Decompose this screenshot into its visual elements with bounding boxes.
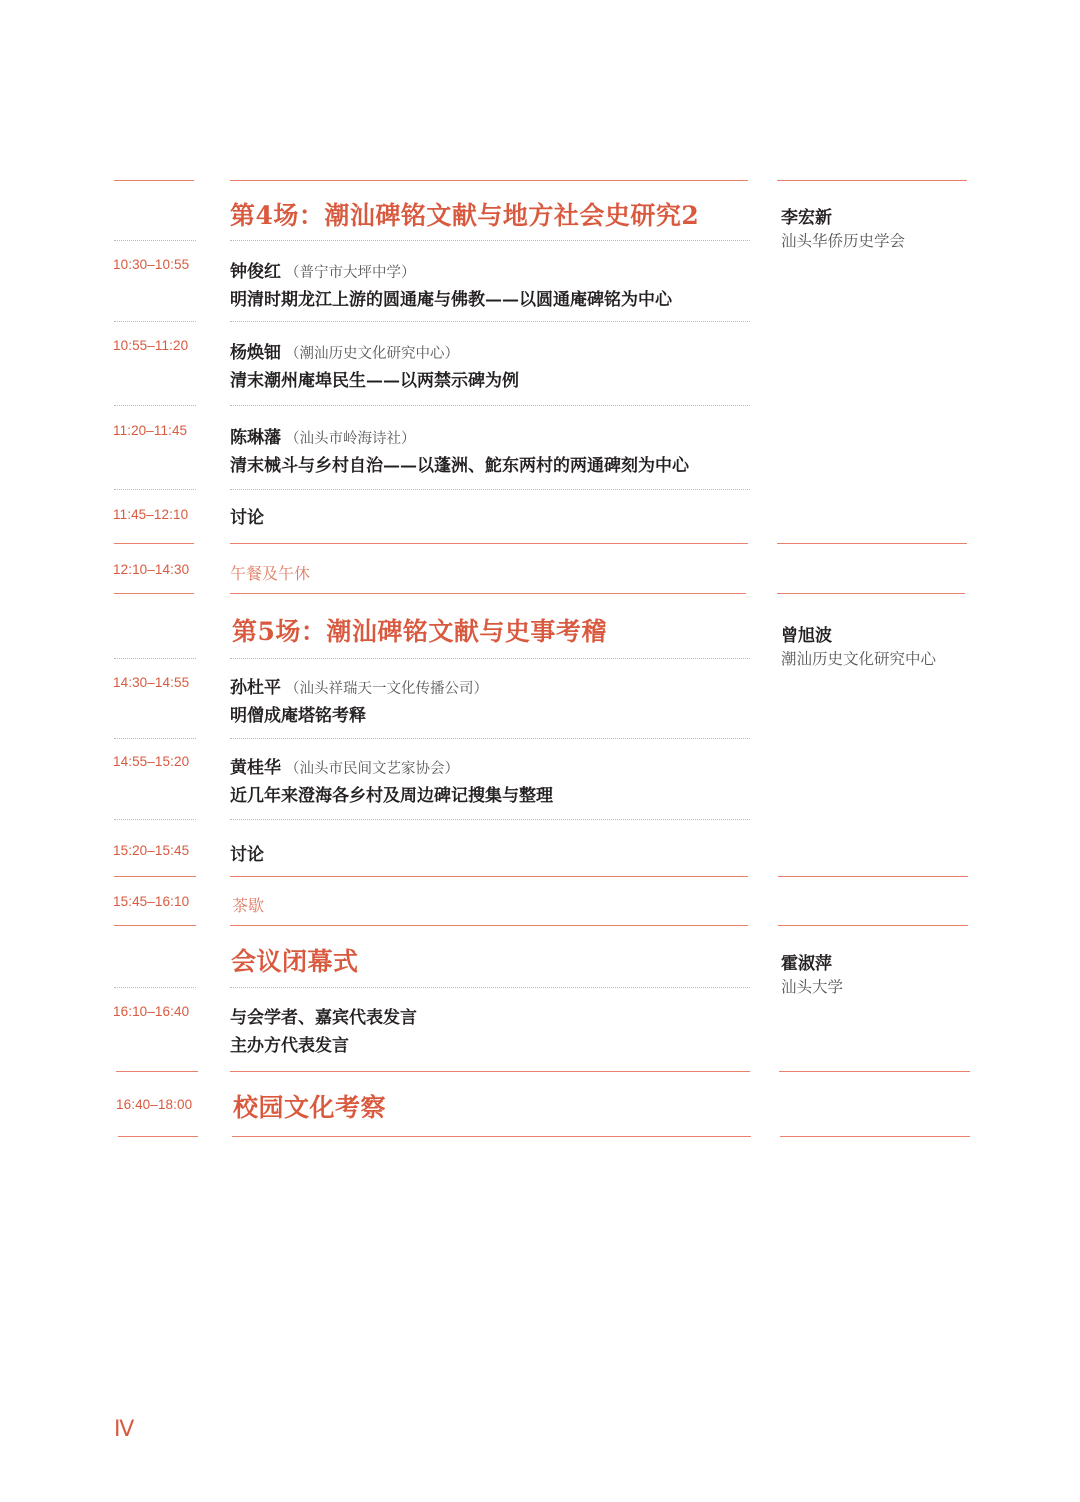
lunch-time: 12:10–14:30 xyxy=(113,562,190,577)
talk-title: 明清时期龙江上游的圆通庵与佛教——以圆通庵碑铭为中心 xyxy=(230,290,672,310)
time-column-rule xyxy=(114,925,196,926)
session-4-chair-name: 李宏新 xyxy=(781,208,832,228)
talk-speaker xyxy=(230,257,416,282)
discussion-label: 讨论 xyxy=(230,845,264,865)
dotted-divider xyxy=(114,321,196,322)
session-5-title: 第5场：潮汕碑铭文献与史事考稽 xyxy=(232,617,607,646)
page-number: Ⅳ xyxy=(114,1416,134,1441)
speaker-name: 黄桂华 xyxy=(230,758,281,778)
session-rule xyxy=(230,180,748,181)
closing-title: 会议闭幕式 xyxy=(231,947,359,976)
closing-item: 与会学者、嘉宾代表发言 xyxy=(230,1008,417,1028)
time-column-rule xyxy=(116,1071,198,1072)
session-rule xyxy=(230,543,748,544)
dotted-divider xyxy=(114,987,196,988)
time-column-rule xyxy=(114,180,194,181)
speaker-name: 陈琳藩 xyxy=(230,428,281,448)
session-rule xyxy=(230,593,746,594)
discussion-time: 15:20–15:45 xyxy=(113,843,190,858)
session-rule xyxy=(230,925,748,926)
closing-chair-org: 汕头大学 xyxy=(781,979,844,996)
tour-time: 16:40–18:00 xyxy=(116,1097,193,1112)
session-4-title: 第4场：潮汕碑铭文献与地方社会史研究2 xyxy=(230,201,700,230)
speaker-name: 孙杜平 xyxy=(230,678,281,698)
dotted-divider xyxy=(114,738,196,739)
discussion-label: 讨论 xyxy=(230,508,264,528)
dotted-divider xyxy=(230,240,750,241)
time-column-rule xyxy=(114,543,194,544)
chair-column-rule xyxy=(777,180,967,181)
chair-column-rule xyxy=(778,876,968,877)
talk-title: 清末械斗与乡村自治——以蓬洲、鮀东两村的两通碑刻为中心 xyxy=(230,456,689,476)
time-column-rule xyxy=(118,1136,198,1137)
chair-column-rule xyxy=(780,1136,970,1137)
tea-time: 15:45–16:10 xyxy=(113,894,190,909)
tea-label: 茶歇 xyxy=(232,898,265,915)
chair-column-rule xyxy=(777,543,967,544)
talk-time: 14:30–14:55 xyxy=(113,675,190,690)
talk-time: 10:55–11:20 xyxy=(113,338,189,353)
speaker-affiliation: （潮汕历史文化研究中心） xyxy=(285,346,459,362)
dotted-divider xyxy=(230,489,750,490)
talk-speaker xyxy=(230,338,459,363)
talk-time: 14:55–15:20 xyxy=(113,754,190,769)
talk-title: 近几年来澄海各乡村及周边碑记搜集与整理 xyxy=(230,786,553,806)
talk-time: 11:20–11:45 xyxy=(113,423,188,438)
speaker-name: 钟俊红 xyxy=(230,262,281,282)
dotted-divider xyxy=(230,987,750,988)
time-column-rule xyxy=(114,593,194,594)
session-4-chair-org: 汕头华侨历史学会 xyxy=(781,233,906,250)
dotted-divider xyxy=(230,738,750,739)
dotted-divider xyxy=(114,489,196,490)
closing-item: 主办方代表发言 xyxy=(230,1036,349,1056)
dotted-divider xyxy=(230,405,750,406)
dotted-divider xyxy=(114,658,196,659)
closing-chair-name: 霍淑萍 xyxy=(781,954,832,974)
speaker-affiliation: （普宁市大坪中学） xyxy=(285,265,416,281)
dotted-divider xyxy=(114,240,196,241)
talk-speaker xyxy=(230,423,416,448)
dotted-divider xyxy=(114,405,196,406)
dotted-divider xyxy=(114,819,196,820)
session-5-chair-org: 潮汕历史文化研究中心 xyxy=(781,651,937,668)
speaker-name: 杨焕钿 xyxy=(230,343,281,363)
talk-speaker xyxy=(230,753,459,778)
chair-column-rule xyxy=(778,925,968,926)
dotted-divider xyxy=(230,321,750,322)
talk-time: 10:30–10:55 xyxy=(113,257,190,272)
session-rule xyxy=(230,1071,750,1072)
talk-speaker xyxy=(230,673,488,698)
lunch-label: 午餐及午休 xyxy=(230,566,311,583)
session-rule xyxy=(230,876,748,877)
dotted-divider xyxy=(230,819,750,820)
time-column-rule xyxy=(114,876,196,877)
chair-column-rule xyxy=(777,593,965,594)
speaker-affiliation: （汕头祥瑞天一文化传播公司） xyxy=(285,681,488,697)
closing-time: 16:10–16:40 xyxy=(113,1004,190,1019)
tour-title: 校园文化考察 xyxy=(233,1093,387,1122)
speaker-affiliation: （汕头市民间文艺家协会） xyxy=(285,761,459,777)
session-rule xyxy=(232,1136,751,1137)
session-5-chair-name: 曾旭波 xyxy=(781,626,832,646)
chair-column-rule xyxy=(779,1071,970,1072)
dotted-divider xyxy=(230,658,750,659)
talk-title: 清末潮州庵埠民生——以两禁示碑为例 xyxy=(230,371,519,391)
talk-title: 明僧成庵塔铭考释 xyxy=(230,706,366,726)
speaker-affiliation: （汕头市岭海诗社） xyxy=(285,431,416,447)
discussion-time: 11:45–12:10 xyxy=(113,507,189,522)
